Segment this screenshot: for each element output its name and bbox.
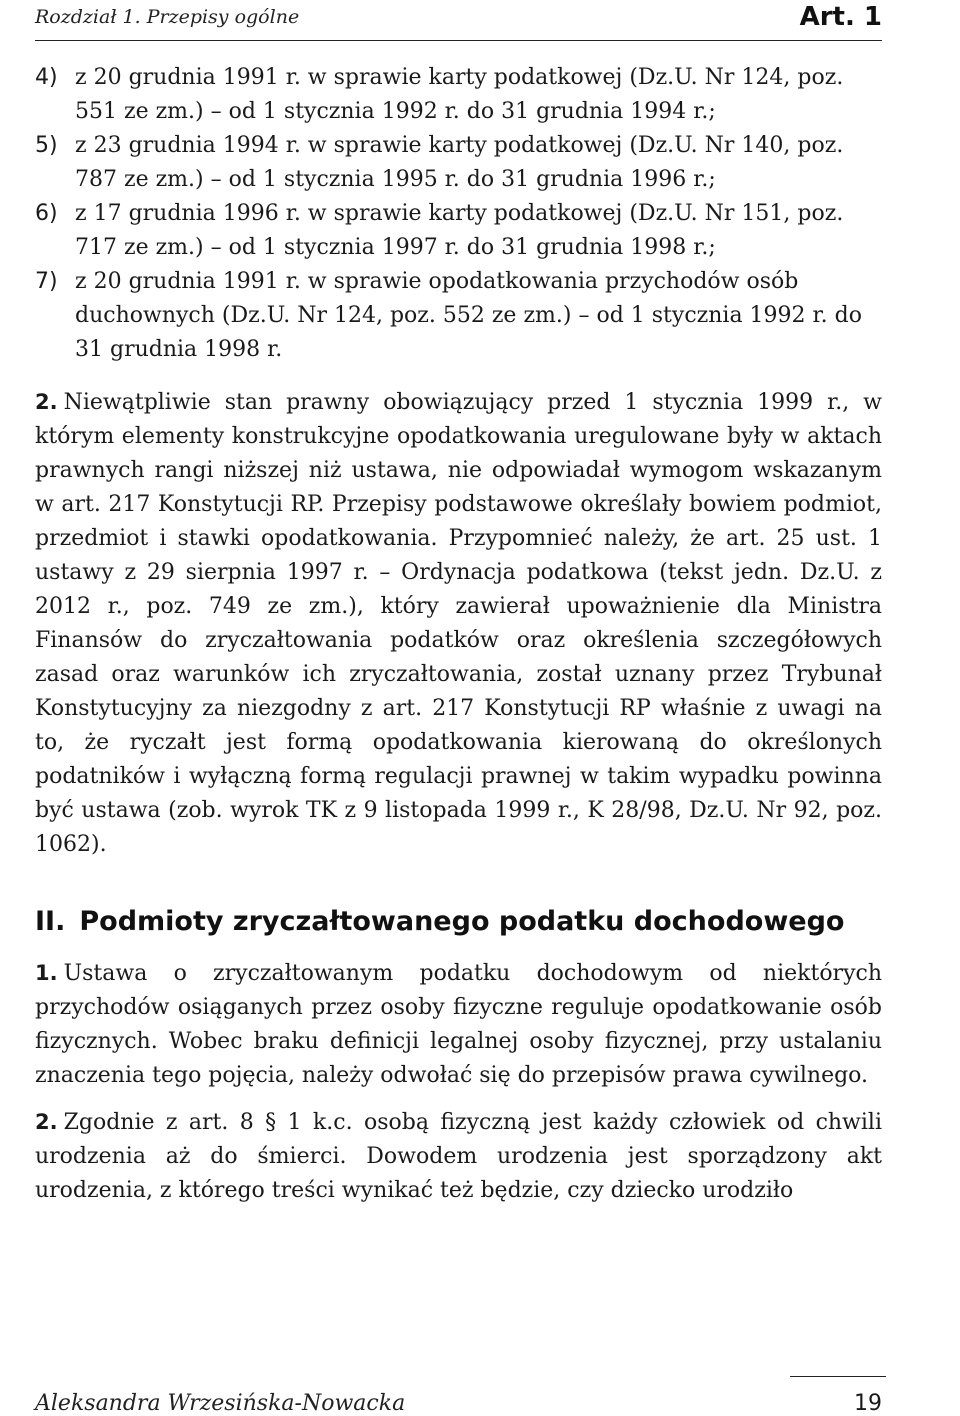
list-item-number: 6) <box>35 201 58 226</box>
paragraph-text: Zgodnie z art. 8 § 1 k.c. osobą fizyczną jest każdy człowiek od chwili urodzenia aż do śmierci. Dowodem urodzenia jest sporządzony akt urodzenia, z którego treści wynikać też będzie, czy dziecko urodziło <box>35 1110 882 1203</box>
paragraph-text: Niewątpliwie stan prawny obowiązujący przed 1 stycznia 1999 r., w którym elementy konstrukcyjne opodatkowania uregulowane były w aktach prawnych rangi niższej niż ustawa, nie odpowiadał wymogom wskazanym w art. 217 Konstytucji RP. Przepisy podstawowe określały bowiem podmiot, przedmiot i stawki opodatkowania. Przypomnieć należy, że art. 25 ust. 1 ustawy z 29 sierpnia 1997 r. – Ordynacja podatkowa (tekst jedn. Dz.U. z 2012 r., poz. 749 ze zm.), który zawierał upoważnienie dla Ministra Finansów do zryczałtowania podatków oraz określenia szczegółowych zasad oraz warunków ich zryczałtowania, został uznany przez Trybunał Konstytucyjny za niezgodny z art. 217 Konstytucji RP właśnie z uwagi na to, że ryczałt jest formą opodatkowania kierowaną do określonych podatników i wyłączną formą regulacji prawnej w takim wypadku powinna być ustawa (zob. wyrok TK z 9 listopada 1999 r., K 28/98, Dz.U. Nr 92, poz. 1062). <box>35 390 882 857</box>
section-title: Podmioty zryczałtowanego podatku dochodowego <box>79 906 845 937</box>
page-body <box>35 61 882 1208</box>
author-name: Aleksandra Wrzesińska-Nowacka <box>35 1391 406 1416</box>
list-item-text: z 20 grudnia 1991 r. w sprawie opodatkowania przychodów osób duchownych (Dz.U. Nr 124, poz. 552 ze zm.) – od 1 stycznia 1992 r. do 31 grudnia 1998 r. <box>75 269 862 362</box>
section-number: II. <box>35 906 66 937</box>
running-footer <box>35 1376 882 1416</box>
chapter-title: Rozdział 1. Przepisy ogólne <box>35 6 300 28</box>
paragraph-number: 2. <box>35 390 58 414</box>
running-header <box>35 0 882 41</box>
list-item <box>35 129 882 197</box>
list-item <box>35 197 882 265</box>
list-item <box>35 265 882 367</box>
list-item-number: 4) <box>35 65 58 90</box>
paragraph-number: 2. <box>35 1110 58 1134</box>
list-item-number: 7) <box>35 269 58 294</box>
paragraph-number: 1. <box>35 961 58 985</box>
article-number: Art. 1 <box>799 2 882 32</box>
page-number: 19 <box>854 1391 882 1416</box>
list-item-text: z 23 grudnia 1994 r. w sprawie karty podatkowej (Dz.U. Nr 140, poz. 787 ze zm.) – od 1 stycznia 1995 r. do 31 grudnia 1996 r.; <box>75 133 844 192</box>
paragraph-2 <box>35 385 882 862</box>
section-heading <box>35 902 882 942</box>
section-paragraph-1 <box>35 956 882 1093</box>
footer-rule <box>790 1376 886 1377</box>
list-item <box>35 61 882 129</box>
list-item-text: z 17 grudnia 1996 r. w sprawie karty podatkowej (Dz.U. Nr 151, poz. 717 ze zm.) – od 1 stycznia 1997 r. do 31 grudnia 1998 r.; <box>75 201 844 260</box>
section-paragraph-2 <box>35 1105 882 1208</box>
list-item-number: 5) <box>35 133 58 158</box>
list-item-text: z 20 grudnia 1991 r. w sprawie karty podatkowej (Dz.U. Nr 124, poz. 551 ze zm.) – od 1 stycznia 1992 r. do 31 grudnia 1994 r.; <box>75 65 844 124</box>
paragraph-text: Ustawa o zryczałtowanym podatku dochodowym od niektórych przychodów osiąganych przez osoby fizyczne reguluje opodatkowanie osób fizycznych. Wobec braku definicji legalnej osoby fizycznej, przy ustalaniu znaczenia tego pojęcia, należy odwołać się do przepisów prawa cywilnego. <box>35 961 882 1088</box>
